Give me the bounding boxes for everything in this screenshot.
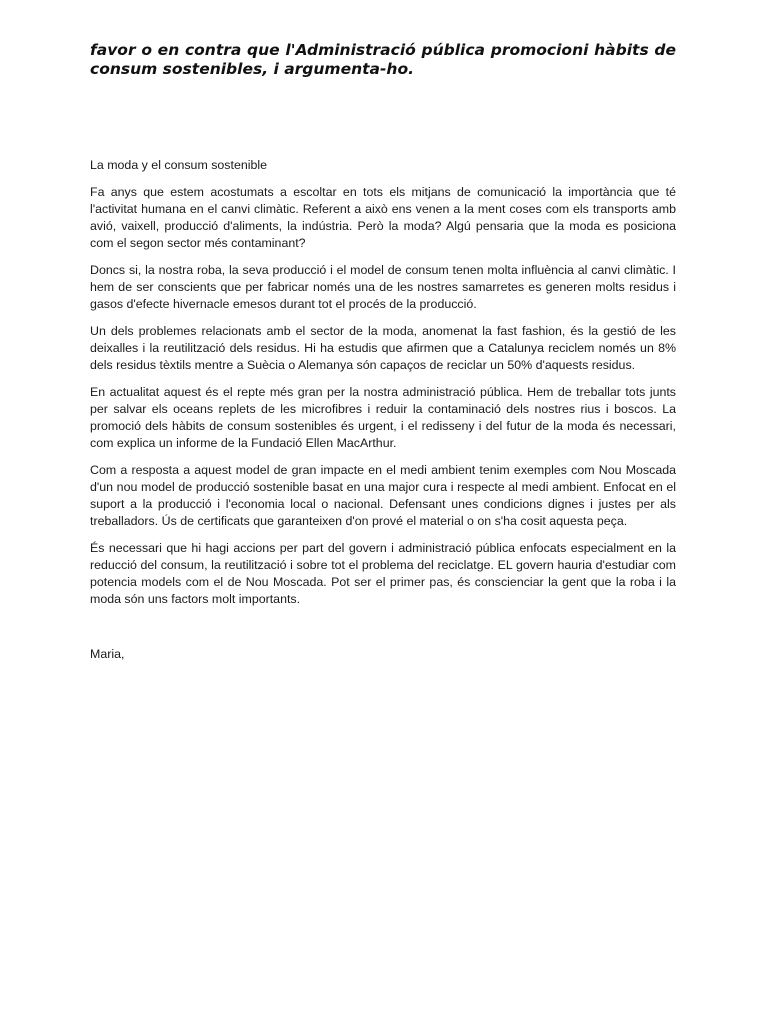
essay-paragraph: És necessari que hi hagi accions per part del govern i administració pública enfocats especialment en la reducció del consum, la reutilització i sobre tot el problema del reciclatge. EL govern hauria d'estudiar com potencia models com el de Nou Moscada. Pot ser el primer pas, és conscienciar la gent que la roba i la moda són uns factors molt importants. (90, 541, 676, 606)
essay-paragraph: Fa anys que estem acostumats a escoltar en tots els mitjans de comunicació la importància que té l'activitat humana en el canvi climàtic. Referent a això ens venen a la ment coses com els transports amb avió, vaixell, producció d'aliments, la indústria. Però la moda? Algú pensaria que la moda es posiciona com el segon sector més contaminant? (90, 185, 676, 250)
essay-paragraph: Un dels problemes relacionats amb el sector de la moda, anomenat la fast fashion, és la gestió de les deixalles i la reutilització dels residus. Hi ha estudis que afirmen que a Catalunya reciclem només un 8% dels residus tèxtils mentre a Suècia o Alemanya són capaços de reciclar un 50% d'aquests residus. (90, 324, 676, 372)
essay-paragraph: En actualitat aquest és el repte més gran per la nostra administració pública. Hem de treballar tots junts per salvar els oceans replets de les microfibres i reduir la contaminació dels nostres rius i boscos. La promoció dels hàbits de consum sostenibles és urgent, i el redisseny i del futur de la moda és necessari, com explica un informe de la Fundació Ellen MacArthur. (90, 385, 676, 450)
essay-title: La moda y el consum sostenible (90, 158, 268, 172)
question-heading: favor o en contra que l'Administració pública promocioni hàbits de consum sostenibles, i argumenta-ho. (90, 41, 676, 78)
essay-body (90, 157, 676, 663)
signature: Maria, (90, 647, 125, 661)
essay-paragraph: Doncs si, la nostra roba, la seva producció i el model de consum tenen molta influència al canvi climàtic. I hem de ser conscients que per fabricar només una de les nostres samarretes es generen molts residus i gasos d'efecte hivernacle emesos durant tot el procés de la producció. (90, 263, 676, 311)
essay-paragraph: Com a resposta a aquest model de gran impacte en el medi ambient tenim exemples com Nou Moscada d'un nou model de producció sostenible basat en una major cura i respecte al medi ambient. Enfocat en el suport a la producció i l'economia local o nacional. Defensant unes condicions dignes i justes per als treballadors. Ús de certificats que garanteixen d'on prové el material o on s'ha cosit aquesta peça. (90, 463, 676, 528)
